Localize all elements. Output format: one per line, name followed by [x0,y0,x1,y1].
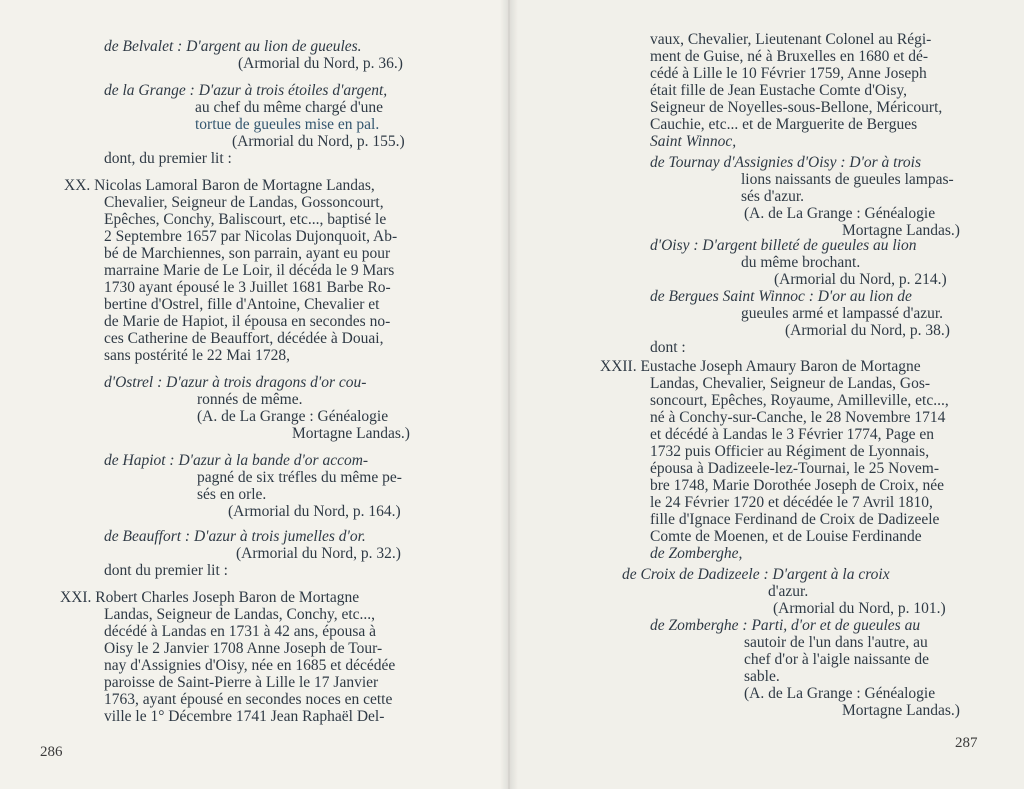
text-line: dont, du premier lit : [104,150,232,167]
text-line: XXI. Robert Charles Joseph Baron de Mortagne [60,589,360,606]
text-line: Saint Winnoc, [650,133,737,150]
text-line: 1732 puis Officier au Régiment de Lyonnais, [650,443,930,460]
text-line: du même brochant. [741,254,861,271]
text-line: de Hapiot : D'azur à la bande d'or accom- [104,452,369,469]
left-page [0,0,508,789]
text-line: de Zomberghe : Parti, d'or et de gueules au [650,617,921,634]
text-line: chef d'or à l'aigle naissante de [744,651,930,668]
text-line: Seigneur de Noyelles-sous-Bellone, Méricourt, [650,99,943,116]
text-line: de Bergues Saint Winnoc : D'or au lion de [650,288,912,305]
text-line: Mortagne Landas.) [842,702,960,719]
text-line: (A. de La Grange : Généalogie [744,685,936,702]
text-line: (Armorial du Nord, p. 164.) [228,503,401,520]
text-line: Chevalier, Seigneur de Landas, Gossoncourt, [104,194,384,211]
text-line: de Tournay d'Assignies d'Oisy : D'or à trois [650,154,922,171]
text-line: sés d'azur. [741,188,805,205]
text-line: soncourt, Epêches, Royaume, Amilleville, etc..., [650,392,949,409]
text-line: sans postérité le 22 Mai 1728, [104,347,290,364]
text-line: Oisy le 2 Janvier 1708 Anne Joseph de Tour- [104,640,383,657]
text-line: XXII. Eustache Joseph Amaury Baron de Mortagne [600,358,921,375]
text-line: (Armorial du Nord, p. 214.) [774,271,947,288]
text-line: Mortagne Landas.) [842,222,960,239]
text-line: de Zomberghe, [650,545,743,562]
text-line: épousa à Dadizeele-lez-Tournai, le 25 Novem- [650,460,939,477]
text-line: Cauchie, etc... et de Marguerite de Bergues [650,116,918,133]
text-line: 1730 ayant épousé le 3 Juillet 1681 Barbe Ro- [104,279,391,296]
text-line: (Armorial du Nord, p. 38.) [785,322,950,339]
text-line: fille d'Ignace Ferdinand de Croix de Dadizeele [650,511,940,528]
text-line: né à Conchy-sur-Canche, le 28 Novembre 1714 [650,409,946,426]
text-line: ces Catherine de Beauffort, décédée à Douai, [104,330,384,347]
text-line: et décédé à Landas le 3 Février 1774, Page en [650,426,935,443]
text-line: d'Oisy : D'argent billeté de gueules au lion [650,237,917,254]
text-line: de Marie de Hapiot, il épousa en secondes no- [104,313,391,330]
text-line: de Belvalet : D'argent au lion de gueules. [104,38,362,55]
text-line: dont : [650,339,686,356]
text-line: décédé à Landas en 1731 à 42 ans, épousa à [104,623,376,640]
text-line: (A. de La Grange : Généalogie [744,205,936,222]
text-line: tortue de gueules mise en pal. [195,116,380,133]
book-gutter [500,0,518,789]
text-line: d'Ostrel : D'azur à trois dragons d'or cou- [104,374,367,391]
page-number: 286 [40,744,63,760]
text-line: cédé à Lille le 10 Février 1759, Anne Joseph [650,65,927,82]
text-line: vaux, Chevalier, Lieutenant Colonel au Régi- [650,31,932,48]
text-line: Landas, Chevalier, Seigneur de Landas, Gos- [650,375,931,392]
text-line: (Armorial du Nord, p. 32.) [236,545,401,562]
text-line: sable. [744,668,780,685]
text-line: XX. Nicolas Lamoral Baron de Mortagne Landas, [64,177,375,194]
text-line: bre 1748, Marie Dorothée Joseph de Croix, née [650,477,944,494]
text-line: (Armorial du Nord, p. 101.) [773,600,946,617]
text-line: de la Grange : D'azur à trois étoiles d'argent, [104,82,388,99]
text-line: le 24 Février 1720 et décédée le 7 Avril 1810, [650,494,933,511]
text-line: ment de Guise, né à Bruxelles en 1680 et dé- [650,48,929,65]
text-line: sautoir de l'un dans l'autre, au [744,634,928,651]
text-line: était fille de Jean Eustache Comte d'Oisy, [650,82,908,99]
text-line: marraine Marie de Le Loir, il décéda le 9 Mars [104,262,395,279]
text-line: pagné de six tréfles du même pe- [197,469,402,486]
text-line: (Armorial du Nord, p. 155.) [232,133,405,150]
text-line: bé de Marchiennes, son parrain, ayant eu pour [104,245,391,262]
text-line: (Armorial du Nord, p. 36.) [238,55,403,72]
text-line: Landas, Seigneur de Landas, Conchy, etc..., [104,606,376,623]
page-number: 287 [955,735,978,751]
text-line: ville le 1° Décembre 1741 Jean Raphaël Del- [104,708,385,725]
text-line: Comte de Moenen, et de Louise Ferdinande [650,528,922,545]
text-line: lions naissants de gueules lampas- [741,171,954,188]
text-line: Mortagne Landas.) [292,425,410,442]
text-line: 1763, ayant épousé en secondes noces en cette [104,691,393,708]
text-line: dont du premier lit : [104,562,228,579]
text-line: gueules armé et lampassé d'azur. [741,305,944,322]
text-line: de Croix de Dadizeele : D'argent à la croix [622,566,890,583]
text-line: de Beauffort : D'azur à trois jumelles d'or. [104,528,366,545]
text-line: nay d'Assignies d'Oisy, née en 1685 et décédée [104,657,396,674]
text-line: 2 Septembre 1657 par Nicolas Dujonquoit, Ab- [104,228,398,245]
text-line: au chef du même chargé d'une [195,99,383,116]
right-page [508,0,1024,789]
text-line: Epêches, Conchy, Baliscourt, etc..., baptisé le [104,211,387,228]
text-line: (A. de La Grange : Généalogie [197,408,389,425]
text-line: paroisse de Saint-Pierre à Lille le 17 Janvier [104,674,379,691]
text-line: ronnés de même. [197,391,303,408]
text-line: sés en orle. [197,486,267,503]
text-line: d'azur. [768,583,809,600]
text-line: bertine d'Ostrel, fille d'Antoine, Chevalier et [104,296,380,313]
